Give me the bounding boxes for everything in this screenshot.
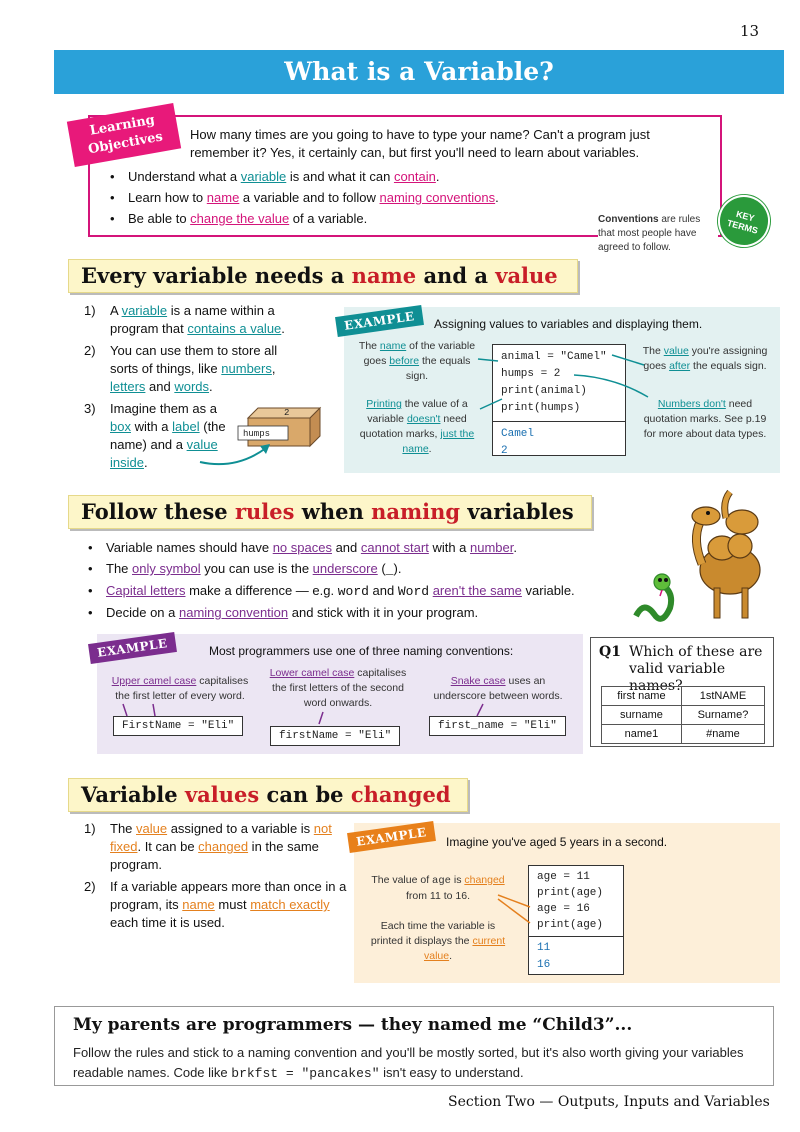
list-item: 2) If a variable appears more than once in a program, its name must match exactly each time it is used. [84, 879, 347, 930]
table-cell: name1 [602, 725, 682, 744]
learning-objectives-intro: How many times are you going to have to type your name? Can't a program just remember it? Yes, it certainly can, but first you'll need to learn about variables. [190, 127, 650, 160]
list-item: 2) You can use them to store all sorts of things, like numbers, letters and words. [84, 343, 278, 394]
example-caption: Imagine you've aged 5 years in a second. [446, 835, 668, 849]
question-number: Q1 [599, 644, 621, 660]
example-note: Printing the value of a variable doesn't need quotation marks, just the name. [359, 398, 475, 455]
table-cell: Surname? [681, 706, 764, 725]
example-note: Numbers don't need quotation marks. See p.19 for more about data types. [643, 398, 767, 440]
code-line: animal = "Camel" [501, 351, 607, 363]
code-line: humps = 2 [501, 368, 561, 380]
summary-title: My parents are programmers — they named me “Child3”... [73, 1015, 633, 1035]
example-caption: Assigning values to variables and displaying them. [434, 317, 703, 331]
example-caption: Most programmers use one of three naming conventions: [209, 644, 514, 658]
section-heading-3: Variable values can be changed [68, 778, 468, 812]
example-note: The value of age is changed from 11 to 16. [371, 874, 505, 902]
list-item: • The only symbol you can use is the underscore (_). [84, 558, 644, 580]
list-item: • Decide on a naming convention and stick with it in your program. [84, 602, 644, 623]
list-item: • Understand what a variable is and what it can contain. [106, 166, 666, 187]
summary-box [54, 1006, 774, 1086]
title-banner [54, 50, 784, 94]
variable-names-table [601, 686, 765, 744]
box-label: humps [243, 429, 271, 439]
section-footer: Section Two — Outputs, Inputs and Variables [448, 1094, 770, 1110]
convention-note: Upper camel case capitalises the first letter of every word. [111, 675, 249, 702]
code-lines [529, 866, 623, 936]
example-tag: EXAMPLE [88, 632, 177, 664]
key-terms-badge: KEY TERMS [712, 189, 776, 253]
output-line: Camel [501, 428, 535, 440]
table-row [602, 687, 765, 706]
pointer-arrows [113, 702, 583, 728]
table-row [602, 706, 765, 725]
example-naming-conventions [97, 634, 583, 754]
learning-objectives-tag: Learning Objectives [67, 103, 181, 167]
list-item: 3) Imagine them as a box with a label (the name) and a value inside. [84, 401, 226, 470]
list-item: • Variable names should have no spaces and cannot start with a number. [84, 537, 644, 558]
curved-arrow [196, 440, 276, 470]
page-title: What is a Variable? [284, 57, 554, 86]
output-line: 11 [537, 942, 551, 954]
code-example: firstName = "Eli" [270, 726, 400, 746]
box-value: 2 [284, 408, 290, 418]
example-assigning-values [344, 307, 780, 473]
annotation-arrows [464, 347, 654, 417]
question-box [590, 637, 774, 747]
section3-list [84, 820, 354, 936]
example-note: The name of the variable goes before the equals sign. [358, 340, 476, 382]
code-line: age = 11 [537, 871, 590, 883]
section-heading-2: Follow these rules when naming variables [68, 495, 592, 529]
example-tag: EXAMPLE [347, 821, 436, 853]
summary-body: Follow the rules and stick to a naming convention and you'll be mostly sorted, but it's also worth giving your variables readable names. Code like brkfst = "pancakes" isn't easy to understand. [73, 1045, 744, 1081]
section-heading-1: Every variable needs a name and a value [68, 259, 578, 293]
camel-illustration [622, 488, 782, 626]
list-item: • Learn how to name a variable and to follow naming conventions. [106, 187, 666, 208]
list-item: • Be able to change the value of a variable. [106, 208, 666, 229]
list-item: 1) A variable is a name within a program that contains a value. [84, 303, 285, 336]
annotation-arrows [494, 879, 538, 949]
key-terms-note: Conventions are rules that most people have agreed to follow. [598, 213, 718, 255]
question-text: Which of these are valid variable names? [629, 644, 763, 694]
code-block [528, 865, 624, 975]
code-output [493, 421, 625, 464]
list-item: 1) The value assigned to a variable is not fixed. It can be changed in the same program. [84, 821, 332, 872]
output-line: 16 [537, 959, 551, 971]
naming-rules-list [84, 537, 644, 623]
code-line: print(age) [537, 919, 604, 931]
code-line: print(animal) [501, 385, 587, 397]
table-cell: 1stNAME [681, 687, 764, 706]
code-example: first_name = "Eli" [429, 716, 566, 736]
page-number: 13 [740, 22, 760, 40]
table-row [602, 725, 765, 744]
example-note: Each time the variable is printed it displays the current value. [370, 920, 506, 962]
convention-note: Snake case uses an underscore between words. [433, 675, 563, 702]
learning-objectives-list [106, 166, 666, 229]
table-cell: first name [602, 687, 682, 706]
example-tag: EXAMPLE [335, 305, 424, 337]
code-line: age = 16 [537, 903, 590, 915]
list-item: • Capital letters make a difference — e.g. word and Word aren't the same variable. [84, 580, 644, 602]
code-line: print(age) [537, 887, 604, 899]
example-changing-values [354, 823, 780, 983]
code-example: FirstName = "Eli" [113, 716, 243, 736]
code-line: print(humps) [501, 402, 581, 414]
example-note: The value you're assigning goes after the equals sign. [642, 345, 768, 372]
output-line: 2 [501, 445, 508, 457]
convention-note: Lower camel case capitalises the first letters of the second word onwards. [269, 667, 407, 709]
table-cell: #name [681, 725, 764, 744]
table-cell: surname [602, 706, 682, 725]
code-output [529, 936, 623, 977]
